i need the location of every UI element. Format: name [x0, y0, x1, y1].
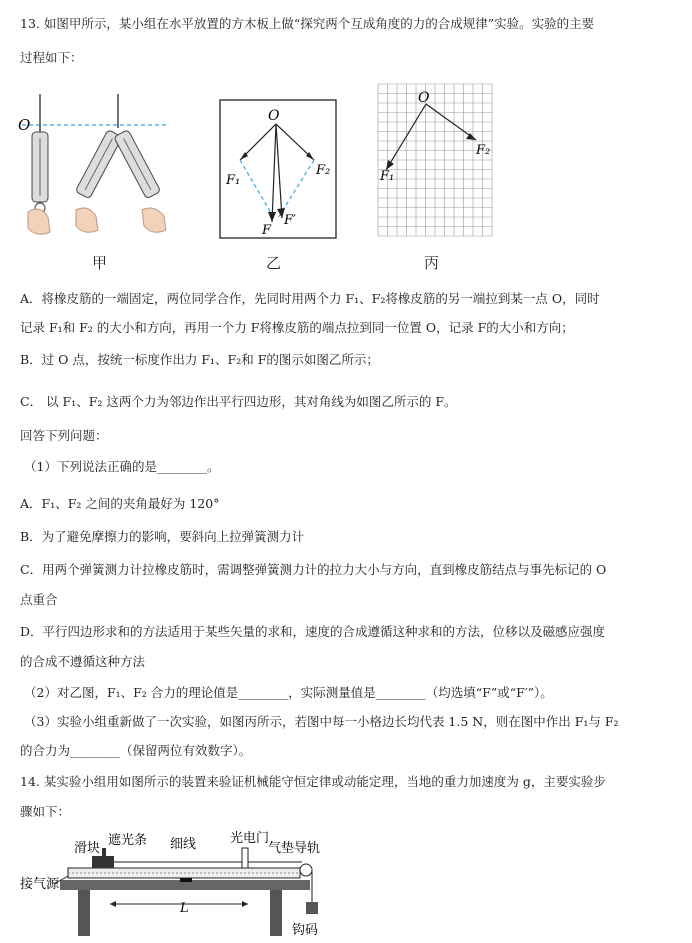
q13-sub3-line2: 的合力为________（保留两位有效数字）。 [20, 743, 252, 758]
figure-air-track [20, 826, 350, 938]
caption-bing: 丙 [424, 254, 440, 272]
q13-option-d-line2: 的合成不遵循这种方法 [20, 654, 146, 669]
yi-label-o: O [268, 108, 280, 124]
q13-option-b: B．为了避免摩擦力的影响，要斜向上拉弹簧测力计 [20, 529, 305, 544]
yi-label-f2: F₂ [316, 163, 331, 178]
q13-step-b: B．过 O 点，按统一标度作出力 F₁、F₂和 F的图示如图乙所示； [20, 352, 379, 367]
q14-stem-line2: 骤如下： [20, 804, 71, 819]
label-length: L [180, 901, 189, 916]
label-shade: 遮光条 [108, 833, 148, 848]
label-string: 细线 [170, 837, 197, 852]
caption-jia: 甲 [92, 254, 108, 272]
yi-label-fp: F′ [284, 213, 296, 228]
q13-option-c-line1: C．用两个弹簧测力计拉橡皮筋时，需调整弹簧测力计的拉力大小与方向，直到橡皮筋结点与事先标记的 O [20, 562, 607, 577]
yi-label-f: F [262, 223, 272, 238]
q14-stem-line1: 14. 某实验小组用如图所示的装置来验证机械能守恒定律或动能定理，当地的重力加速度为 g，主要实验步 [20, 774, 606, 789]
bing-label-o: O [418, 90, 430, 106]
figure-yi [218, 98, 338, 240]
figure-bing [376, 82, 494, 244]
label-weight: 钩码 [292, 923, 319, 938]
label-gate: 光电门 [230, 831, 270, 846]
bing-label-f1: F₁ [380, 169, 395, 184]
yi-label-f1: F₁ [226, 173, 241, 188]
label-track: 气垫导轨 [268, 841, 321, 856]
q13-step-a-line1: A．将橡皮筋的一端固定，两位同学合作，先同时用两个力 F₁、F₂将橡皮筋的另一端拉到某一点 O，同时 [20, 291, 600, 306]
figure-jia [18, 92, 178, 242]
q13-option-d-line1: D．平行四边形求和的方法适用于某些矢量的求和，速度的合成遵循这种求和的方法，位移以及磁感应强度 [20, 624, 606, 639]
q13-option-c-line2: 点重合 [20, 592, 58, 607]
q13-step-c: C． 以 F₁、F₂ 这两个力为邻边作出平行四边形，其对角线为如图乙所示的 F。 [20, 394, 457, 409]
q13-sub2: （2）对乙图，F₁、F₂ 合力的理论值是________，实际测量值是________（均选填“F”或“F′”）。 [24, 685, 553, 700]
q13-answer-intro: 回答下列问题： [20, 428, 108, 443]
caption-yi: 乙 [266, 254, 282, 272]
q13-sub1: （1）下列说法正确的是________。 [24, 459, 220, 474]
label-slider: 滑块 [74, 841, 101, 856]
q13-stem-line1: 13. 如图甲所示，某小组在水平放置的方木板上做“探究两个互成角度的力的合成规律”实验。实验的主要 [20, 16, 595, 31]
q13-sub3-line1: （3）实验小组重新做了一次实验，如图丙所示，若图中每一小格边长均代表 1.5 N，则在图中作出 F₁与 F₂ [24, 714, 619, 729]
q13-step-a-line2: 记录 F₁和 F₂ 的大小和方向，再用一个力 F将橡皮筋的端点拉到同一位置 O，记录 F的大小和方向； [20, 320, 574, 335]
q13-option-a: A．F₁、F₂ 之间的夹角最好为 120° [20, 496, 220, 511]
q13-stem-line2: 过程如下： [20, 50, 83, 65]
jia-label-o: O [18, 116, 31, 134]
label-air-source: 接气源 [20, 877, 60, 892]
bing-label-f2: F₂ [476, 143, 491, 158]
